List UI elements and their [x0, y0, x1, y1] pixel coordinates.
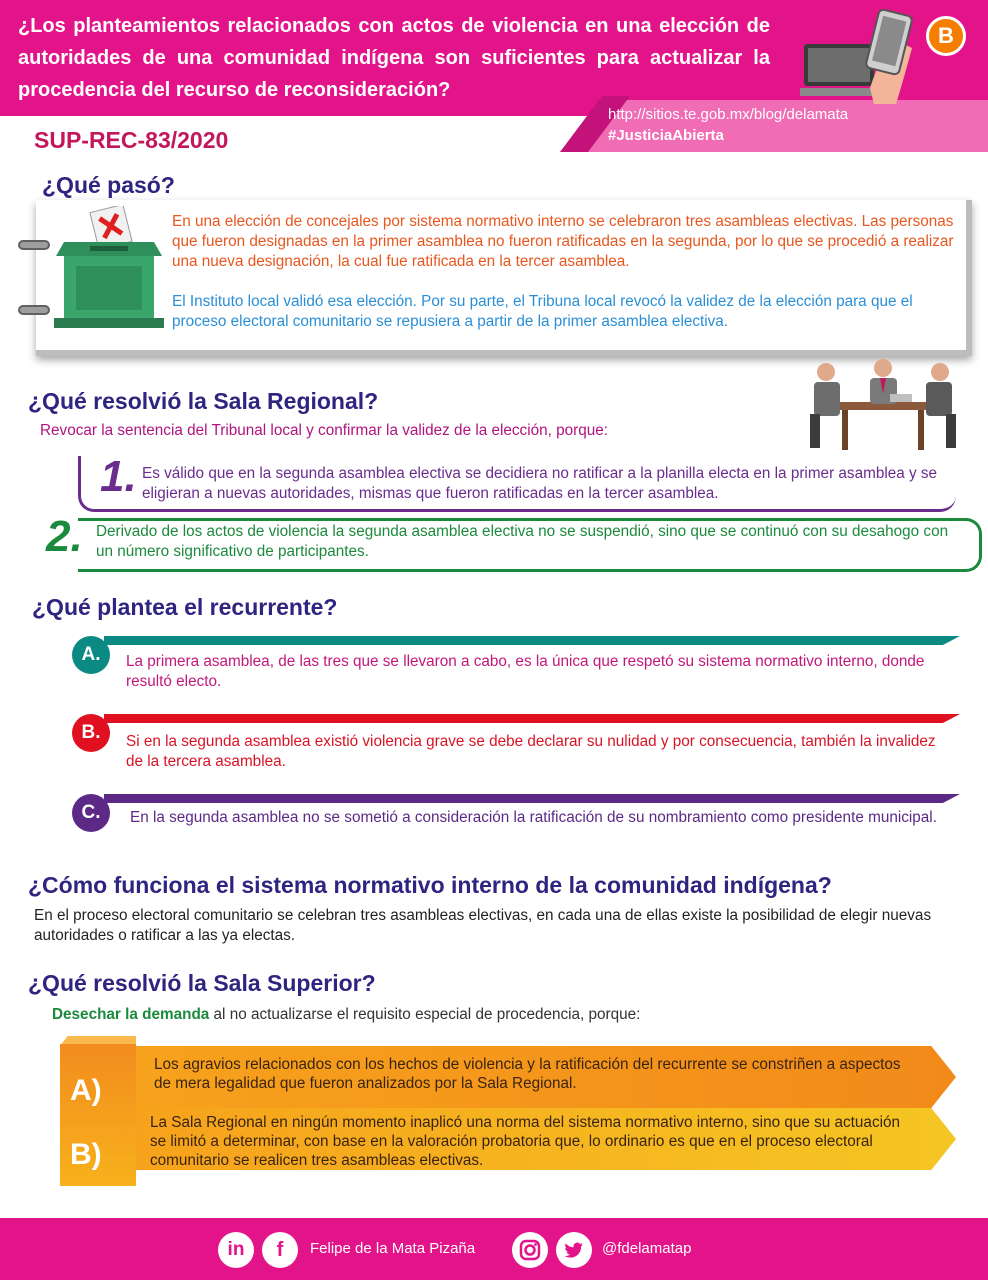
heading-sala-regional: ¿Qué resolvió la Sala Regional?	[28, 388, 379, 414]
page-title: ¿Los planteamientos relacionados con actos de violencia en una elección de autoridades de una comunidad indígena son suficientes para actualizar la procedencia del recurso de reconsideración?	[18, 15, 770, 101]
binder-ring-icon	[18, 240, 50, 250]
business-meeting-icon	[806, 358, 960, 454]
linkedin-icon[interactable]: in	[218, 1232, 254, 1268]
twitter-icon[interactable]	[556, 1232, 592, 1268]
superior-b-label: B)	[70, 1138, 102, 1171]
sala-superior-intro-strong: Desechar la demanda	[52, 1006, 210, 1023]
regional-item-2-number: 2.	[46, 512, 83, 561]
laptop-phone-icon	[800, 8, 920, 108]
recurrente-b-bar	[104, 714, 960, 723]
sala-superior-intro	[52, 1006, 640, 1024]
recurrente-a-bar	[104, 636, 960, 645]
recurrente-b-badge: B.	[72, 714, 110, 752]
blog-url-link[interactable]: http://sitios.te.gob.mx/blog/delamata	[608, 106, 849, 123]
sala-regional-intro: Revocar la sentencia del Tribunal local y confirmar la validez de la elección, porque:	[40, 422, 608, 439]
recurrente-a-text: La primera asamblea, de las tres que se llevaron a cabo, es la única que respetó su sistema normativo interno, donde resultó electo.	[126, 653, 925, 690]
superior-a-label: A)	[70, 1074, 102, 1107]
recurrente-c-text: En la segunda asamblea no se sometió a consideración la ratificación de su nombramiento como presidente municipal.	[130, 809, 937, 826]
hashtag-label: #JusticiaAbierta	[608, 127, 724, 144]
footer-author-name: Felipe de la Mata Pizaña	[310, 1240, 476, 1257]
heading-que-paso: ¿Qué pasó?	[42, 172, 175, 198]
footer-band	[0, 1218, 988, 1280]
que-paso-paragraph-2: El Instituto local validó esa elección. Por su parte, el Tribuna local revocó la validez de la elección para que el proceso electoral comunitario se repusiera a partir de la primer asamblea electiva.	[172, 293, 913, 330]
blogger-icon[interactable]: B	[926, 16, 966, 56]
footer-twitter-handle[interactable]: @fdelamatap	[602, 1240, 692, 1257]
heading-recurrente: ¿Qué plantea el recurrente?	[32, 594, 338, 620]
recurrente-b-text: Si en la segunda asamblea existió violencia grave se debe declarar su nulidad y por consecuencia, también la invalidez de la tercera asamblea.	[126, 733, 936, 770]
que-paso-paragraph-1: En una elección de concejales por sistema normativo interno se celebraron tres asambleas electivas. Las personas que fueron designadas en la primer asamblea no fueron ratificadas en la segunda, por lo que se procedió a realizar una nueva designación, la cual fue ratificada en la tercer asamblea.	[172, 213, 954, 270]
superior-b-text: La Sala Regional en ningún momento inaplicó una norma del sistema normativo interno, sino que su actuación se limitó a determinar, con base en la valoración probatoria que, lo ordinario es que en el proceso electoral comunitario se realicen tres asambleas electivas.	[150, 1114, 901, 1169]
instagram-glyph-icon	[512, 1232, 548, 1268]
recurrente-c-badge: C.	[72, 794, 110, 832]
heading-sala-superior: ¿Qué resolvió la Sala Superior?	[28, 970, 376, 996]
regional-item-2-text: Derivado de los actos de violencia la segunda asamblea electiva no se suspendió, sino que se continuó con su desahogo con un número significativo de participantes.	[96, 523, 949, 560]
sala-superior-intro-rest: al no actualizarse el requisito especial de procedencia, porque:	[209, 1006, 641, 1023]
sistema-normativo-text: En el proceso electoral comunitario se celebran tres asambleas electivas, en cada una de ellas existe la posibilidad de elegir nuevas autoridades o ratificar a las ya electas.	[34, 907, 932, 944]
regional-item-1-number: 1.	[100, 452, 137, 501]
superior-a-text: Los agravios relacionados con los hechos de violencia y la ratificación del recurrente se constriñen a aspectos de mera legalidad que fueron analizados por la Sala Regional.	[154, 1056, 901, 1092]
binder-ring-icon	[18, 305, 50, 315]
instagram-icon[interactable]	[512, 1232, 548, 1268]
facebook-icon[interactable]: f	[262, 1232, 298, 1268]
heading-sistema-normativo: ¿Cómo funciona el sistema normativo interno de la comunidad indígena?	[28, 872, 832, 898]
ballot-box-icon	[54, 206, 164, 332]
recurrente-a-badge: A.	[72, 636, 110, 674]
recurrente-c-bar	[104, 794, 960, 803]
twitter-glyph-icon	[556, 1232, 592, 1268]
regional-item-1-text: Es válido que en la segunda asamblea electiva se decidiera no ratificar a la planilla electa en la primer asamblea y se eligieran a nuevas autoridades, mismas que fueron ratificadas en la tercer asamblea.	[142, 465, 938, 502]
case-id: SUP-REC-83/2020	[34, 127, 229, 153]
